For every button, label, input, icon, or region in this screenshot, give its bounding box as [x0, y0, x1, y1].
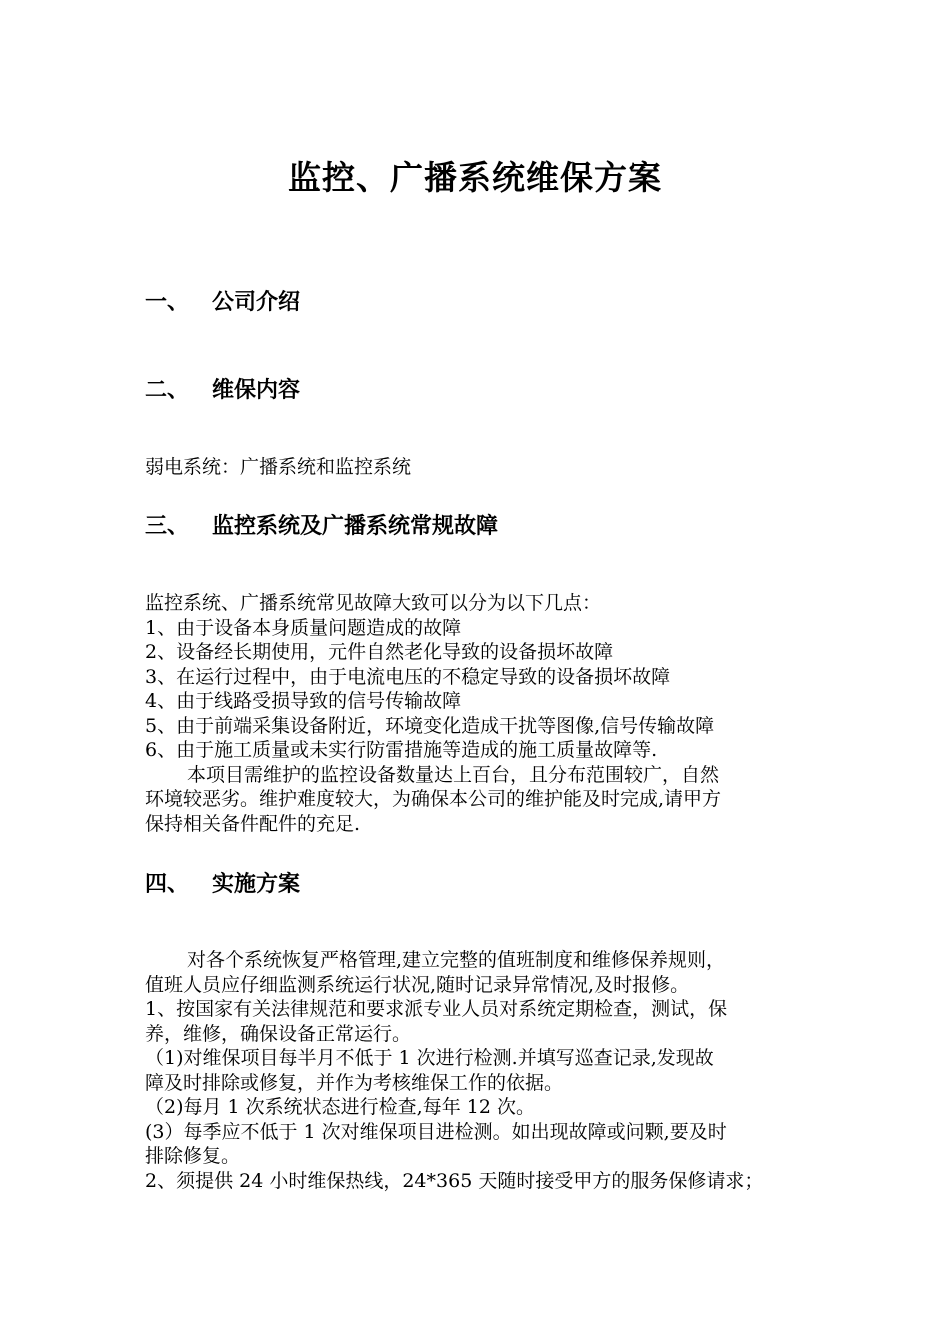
- section-title: 监控系统及广播系统常规故障: [212, 514, 499, 539]
- list-item: 2、设备经长期使用，元件自然老化导致的设备损坏故障: [145, 641, 614, 663]
- section-number: 四、: [145, 872, 190, 897]
- paragraph-line: 监控系统、广播系统常见故障大致可以分为以下几点：: [145, 592, 602, 614]
- list-item: 3、在运行过程中，由于电流电压的不稳定导致的设备损坏故障: [145, 665, 671, 688]
- section-number: 三、: [145, 514, 190, 539]
- paragraph-line: 养，维修，确保设备正常运行。: [145, 1022, 412, 1045]
- paragraph-line: 保持相关备件配件的充足.: [145, 812, 361, 835]
- paragraph-line: 排除修复。: [145, 1145, 241, 1167]
- paragraph-line: 弱电系统：广播系统和监控系统: [145, 456, 412, 478]
- section-4-body: [145, 948, 815, 1193]
- section-2-body: [145, 455, 815, 480]
- paragraph-line: 值班人员应仔细监测系统运行状况,随时记录异常情况,及时报修。: [145, 973, 690, 996]
- section-heading-1: [145, 287, 300, 319]
- section-heading-4: [145, 869, 300, 901]
- paragraph-line: 障及时排除或修复，并作为考核维保工作的依据。: [145, 1071, 564, 1094]
- paragraph-line: 本项目需维护的监控设备数量达上百台，且分布范围较广，自然: [187, 763, 720, 786]
- section-title: 维保内容: [212, 378, 301, 403]
- paragraph-line: （1)对维保项目每半月不低于 1 次进行检测.并填写巡查记录,发现故: [145, 1047, 714, 1069]
- list-item: 6、由于施工质量或未实行防雷措施等造成的施工质量故障等.: [145, 739, 658, 761]
- section-3-body: [145, 591, 815, 836]
- section-number: 二、: [145, 378, 190, 403]
- paragraph-line: 环境较恶劣。维护难度较大，为确保本公司的维护能及时完成,请甲方: [145, 788, 722, 810]
- paragraph-line: 对各个系统恢复严格管理,建立完整的值班制度和维修保养规则，: [187, 949, 726, 971]
- paragraph-line: （2)每月 1 次系统状态进行检查,每年 12 次。: [145, 1096, 535, 1118]
- paragraph-line: (3）每季应不低于 1 次对维保项目进检测。如出现故障或问颗,要及时: [145, 1120, 727, 1143]
- list-item: 4、由于线路受损导致的信号传输故障: [145, 690, 462, 712]
- section-title: 公司介绍: [212, 290, 301, 315]
- section-heading-2: [145, 375, 300, 407]
- list-item: 5、由于前端采集设备附近，环境变化造成干扰等图像,信号传输故障: [145, 714, 715, 737]
- list-item: 1、由于设备本身质量问题造成的故障: [145, 616, 462, 639]
- document-title: 监控、广播系统维保方案: [288, 158, 662, 197]
- paragraph-line: 1、按国家有关法律规范和要求派专业人员对系统定期检查，测试，保: [145, 998, 728, 1020]
- section-heading-3: [145, 511, 498, 543]
- paragraph-line: 2、须提供 24 小时维保热线，24*365 天随时接受甲方的服务保修请求；: [145, 1169, 764, 1192]
- section-number: 一、: [145, 290, 190, 315]
- section-title: 实施方案: [212, 872, 301, 897]
